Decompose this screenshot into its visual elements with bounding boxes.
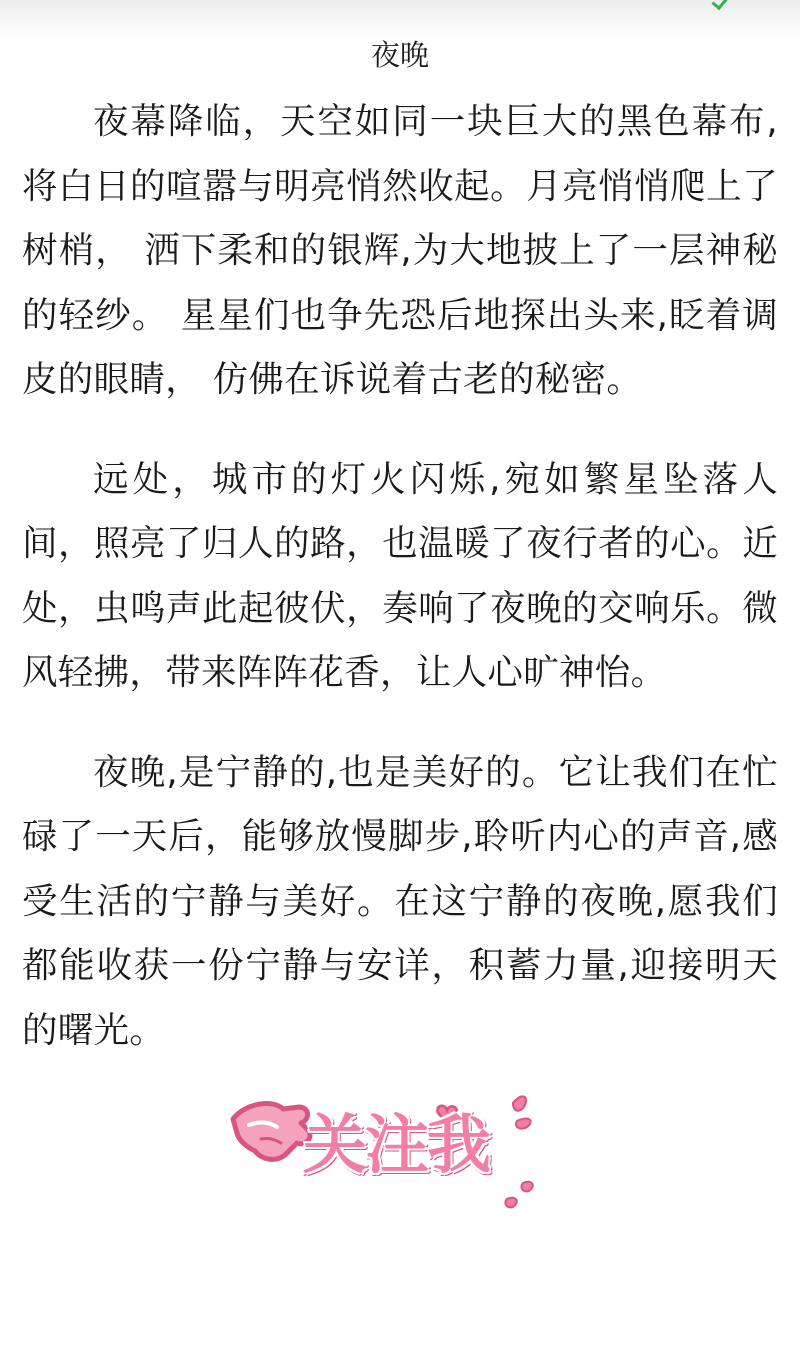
article-paragraph-2: 远处，城市的灯火闪烁,宛如繁星坠落人间，照亮了归人的路，也温暖了夜行者的心。近处，虫鸣声此起彼伏，奏响了夜晚的交响乐。微风轻拂，带来阵阵花香，让人心旷神怡。	[22, 458, 778, 693]
follow-me-sticker[interactable]	[225, 1085, 555, 1215]
article-title: 夜晚	[370, 38, 429, 72]
follow-me-label: 关注我	[303, 1109, 489, 1183]
article-paragraph-3: 夜晚,是宁静的,也是美好的。它让我们在忙碌了一天后，能够放慢脚步,聆听内心的声音,感受生活的宁静与美好。在这宁静的夜晚,愿我们都能收获一份宁静与安详，积蓄力量,迎接明天的曙光。	[22, 751, 778, 1051]
article	[22, 30, 778, 1098]
article-paragraph-1: 夜幕降临，天空如同一块巨大的黑色幕布,将白日的喧嚣与明亮悄然收起。月亮悄悄爬上了树梢， 洒下柔和的银辉,为大地披上了一层神秘的轻纱。 星星们也争先恐后地探出头来,眨着调皮的眼睛， 仿佛在诉说着古老的秘密。	[22, 101, 778, 400]
